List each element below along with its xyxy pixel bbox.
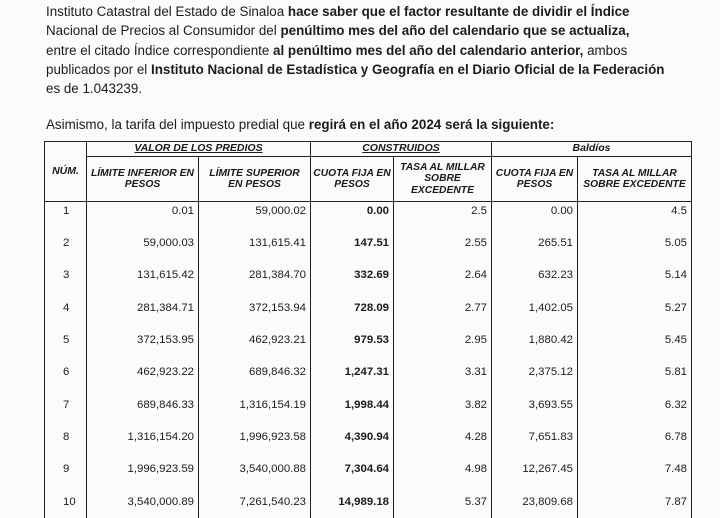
cell-tasa-construidos: 2.77 <box>394 292 492 324</box>
cell-tasa-construidos: 3.31 <box>394 356 492 388</box>
intro-line-4 <box>46 62 664 77</box>
table-row <box>45 388 692 420</box>
cell-tasa-baldios: 5.27 <box>578 292 692 324</box>
cell-cuota-fija-baldios: 23,809.68 <box>492 485 578 517</box>
cell-tasa-construidos: 2.5 <box>394 202 492 228</box>
cell-limite-superior: 372,153.94 <box>199 292 311 324</box>
cell-tasa-baldios: 5.81 <box>578 356 692 388</box>
cell-row-num: 3 <box>45 259 87 291</box>
intro-text: publicados por el <box>46 61 151 77</box>
cell-row-num: 4 <box>45 292 87 324</box>
table-row <box>45 453 692 485</box>
cell-cuota-fija-baldios: 1,402.05 <box>492 292 578 324</box>
cell-cuota-fija-construidos: 147.51 <box>311 227 394 259</box>
cell-limite-superior: 7,261,540.23 <box>199 485 311 517</box>
header-limite-inferior: LÍMITE INFERIOR EN PESOS <box>87 157 199 202</box>
cell-limite-inferior: 1,316,154.20 <box>87 421 199 453</box>
tariff-intro-paragraph <box>46 115 686 134</box>
table-row <box>45 324 692 356</box>
table-row <box>45 356 692 388</box>
header-num: NÚM. <box>45 142 87 202</box>
cell-cuota-fija-baldios: 7,651.83 <box>492 421 578 453</box>
header-baldios-label: Baldíos <box>572 142 611 155</box>
cell-limite-superior: 462,923.21 <box>199 324 311 356</box>
header-cuota-fija-baldios: CUOTA FIJA EN PESOS <box>492 157 578 202</box>
cell-tasa-baldios: 5.05 <box>578 227 692 259</box>
tariff-table-container <box>44 141 692 518</box>
cell-cuota-fija-baldios: 12,267.45 <box>492 453 578 485</box>
cell-tasa-construidos: 3.82 <box>394 388 492 420</box>
header-limite-superior: LÍMITE SUPERIOR EN PESOS <box>199 157 311 202</box>
cell-limite-inferior: 372,153.95 <box>87 324 199 356</box>
cell-row-num: 10 <box>45 485 87 517</box>
cell-cuota-fija-baldios: 1,880.42 <box>492 324 578 356</box>
cell-limite-superior: 3,540,000.88 <box>199 453 311 485</box>
cell-cuota-fija-construidos: 4,390.94 <box>311 421 394 453</box>
cell-limite-inferior: 281,384.71 <box>87 292 199 324</box>
cell-row-num: 9 <box>45 453 87 485</box>
intro-paragraph <box>46 2 686 98</box>
cell-tasa-construidos: 5.37 <box>394 485 492 517</box>
intro-text: entre el citado Índice correspondiente <box>46 42 274 58</box>
cell-row-num: 6 <box>45 356 87 388</box>
table-group-header-row <box>45 142 692 157</box>
cell-tasa-construidos: 2.95 <box>394 324 492 356</box>
cell-cuota-fija-construidos: 1,247.31 <box>311 356 394 388</box>
table-row <box>45 202 692 228</box>
header-construidos-label: CONSTRUIDOS <box>362 142 440 155</box>
table-row <box>45 485 692 517</box>
cell-row-num: 7 <box>45 388 87 420</box>
header-baldios <box>492 142 692 157</box>
intro-line-2 <box>46 23 629 38</box>
intro-line-1 <box>46 4 630 19</box>
intro-text-bold: hace saber que el factor resultante de dividir el Índice <box>287 4 630 19</box>
cell-limite-superior: 689,846.32 <box>199 356 311 388</box>
cell-row-num: 8 <box>45 421 87 453</box>
cell-tasa-baldios: 4.5 <box>578 202 692 228</box>
cell-limite-inferior: 59,000.03 <box>87 227 199 259</box>
table-row <box>45 421 692 453</box>
cell-limite-inferior: 0.01 <box>87 202 199 228</box>
intro-text-bold: Instituto Nacional de Estadística y Geografía en el Diario Oficial de la Federación <box>150 61 665 77</box>
cell-limite-inferior: 131,615.42 <box>87 259 199 291</box>
tariff-intro-text: Asimismo, la tarifa del impuesto predial que <box>46 117 309 132</box>
cell-cuota-fija-construidos: 0.00 <box>311 202 394 228</box>
cell-cuota-fija-baldios: 632.23 <box>492 259 578 291</box>
cell-tasa-baldios: 5.14 <box>578 259 692 291</box>
header-cuota-fija-construidos: CUOTA FIJA EN PESOS <box>311 157 394 202</box>
intro-line-5: es de 1.043239. <box>46 81 143 97</box>
tariff-table-body <box>45 202 692 518</box>
cell-cuota-fija-construidos: 728.09 <box>311 292 394 324</box>
table-sub-header-row <box>45 157 692 202</box>
cell-cuota-fija-construidos: 332.69 <box>311 259 394 291</box>
cell-limite-inferior: 3,540,000.89 <box>87 485 199 517</box>
cell-cuota-fija-construidos: 979.53 <box>311 324 394 356</box>
cell-tasa-construidos: 2.55 <box>394 227 492 259</box>
header-valor-label: VALOR DE LOS PREDIOS <box>134 142 263 155</box>
header-tasa-baldios: TASA AL MILLAR SOBRE EXCEDENTE <box>578 157 692 202</box>
intro-text: ambos <box>583 42 628 58</box>
cell-tasa-construidos: 4.98 <box>394 453 492 485</box>
cell-cuota-fija-baldios: 3,693.55 <box>492 388 578 420</box>
table-row <box>45 292 692 324</box>
cell-limite-superior: 281,384.70 <box>199 259 311 291</box>
tariff-intro-text-bold: regirá en el año 2024 será la siguiente: <box>308 117 555 132</box>
cell-cuota-fija-construidos: 7,304.64 <box>311 453 394 485</box>
header-construidos <box>311 142 492 157</box>
cell-tasa-baldios: 6.78 <box>578 421 692 453</box>
intro-text-bold: penúltimo mes del año del calendario que se actualiza, <box>280 23 630 39</box>
cell-cuota-fija-construidos: 1,998.44 <box>311 388 394 420</box>
cell-limite-superior: 1,996,923.58 <box>199 421 311 453</box>
cell-tasa-baldios: 7.87 <box>578 485 692 517</box>
cell-limite-inferior: 1,996,923.59 <box>87 453 199 485</box>
cell-row-num: 2 <box>45 227 87 259</box>
cell-cuota-fija-baldios: 2,375.12 <box>492 356 578 388</box>
cell-limite-inferior: 689,846.33 <box>87 388 199 420</box>
cell-row-num: 5 <box>45 324 87 356</box>
header-tasa-construidos: TASA AL MILLAR SOBRE EXCEDENTE <box>394 157 492 202</box>
intro-line-3 <box>46 43 627 58</box>
cell-cuota-fija-construidos: 14,989.18 <box>311 485 394 517</box>
cell-limite-inferior: 462,923.22 <box>87 356 199 388</box>
cell-tasa-baldios: 5.45 <box>578 324 692 356</box>
cell-row-num: 1 <box>45 202 87 228</box>
cell-tasa-construidos: 2.64 <box>394 259 492 291</box>
header-valor-predios <box>87 142 311 157</box>
cell-limite-superior: 1,316,154.19 <box>199 388 311 420</box>
cell-tasa-baldios: 6.32 <box>578 388 692 420</box>
cell-tasa-construidos: 4.28 <box>394 421 492 453</box>
table-row <box>45 227 692 259</box>
table-row <box>45 259 692 291</box>
intro-text: Instituto Catastral del Estado de Sinaloa <box>46 4 288 19</box>
intro-text: Nacional de Precios al Consumidor del <box>46 23 281 39</box>
intro-text-bold: al penúltimo mes del año del calendario anterior, <box>273 42 584 58</box>
cell-limite-superior: 59,000.02 <box>199 202 311 228</box>
tariff-table <box>44 141 692 518</box>
cell-limite-superior: 131,615.41 <box>199 227 311 259</box>
cell-cuota-fija-baldios: 0.00 <box>492 202 578 228</box>
cell-cuota-fija-baldios: 265.51 <box>492 227 578 259</box>
cell-tasa-baldios: 7.48 <box>578 453 692 485</box>
